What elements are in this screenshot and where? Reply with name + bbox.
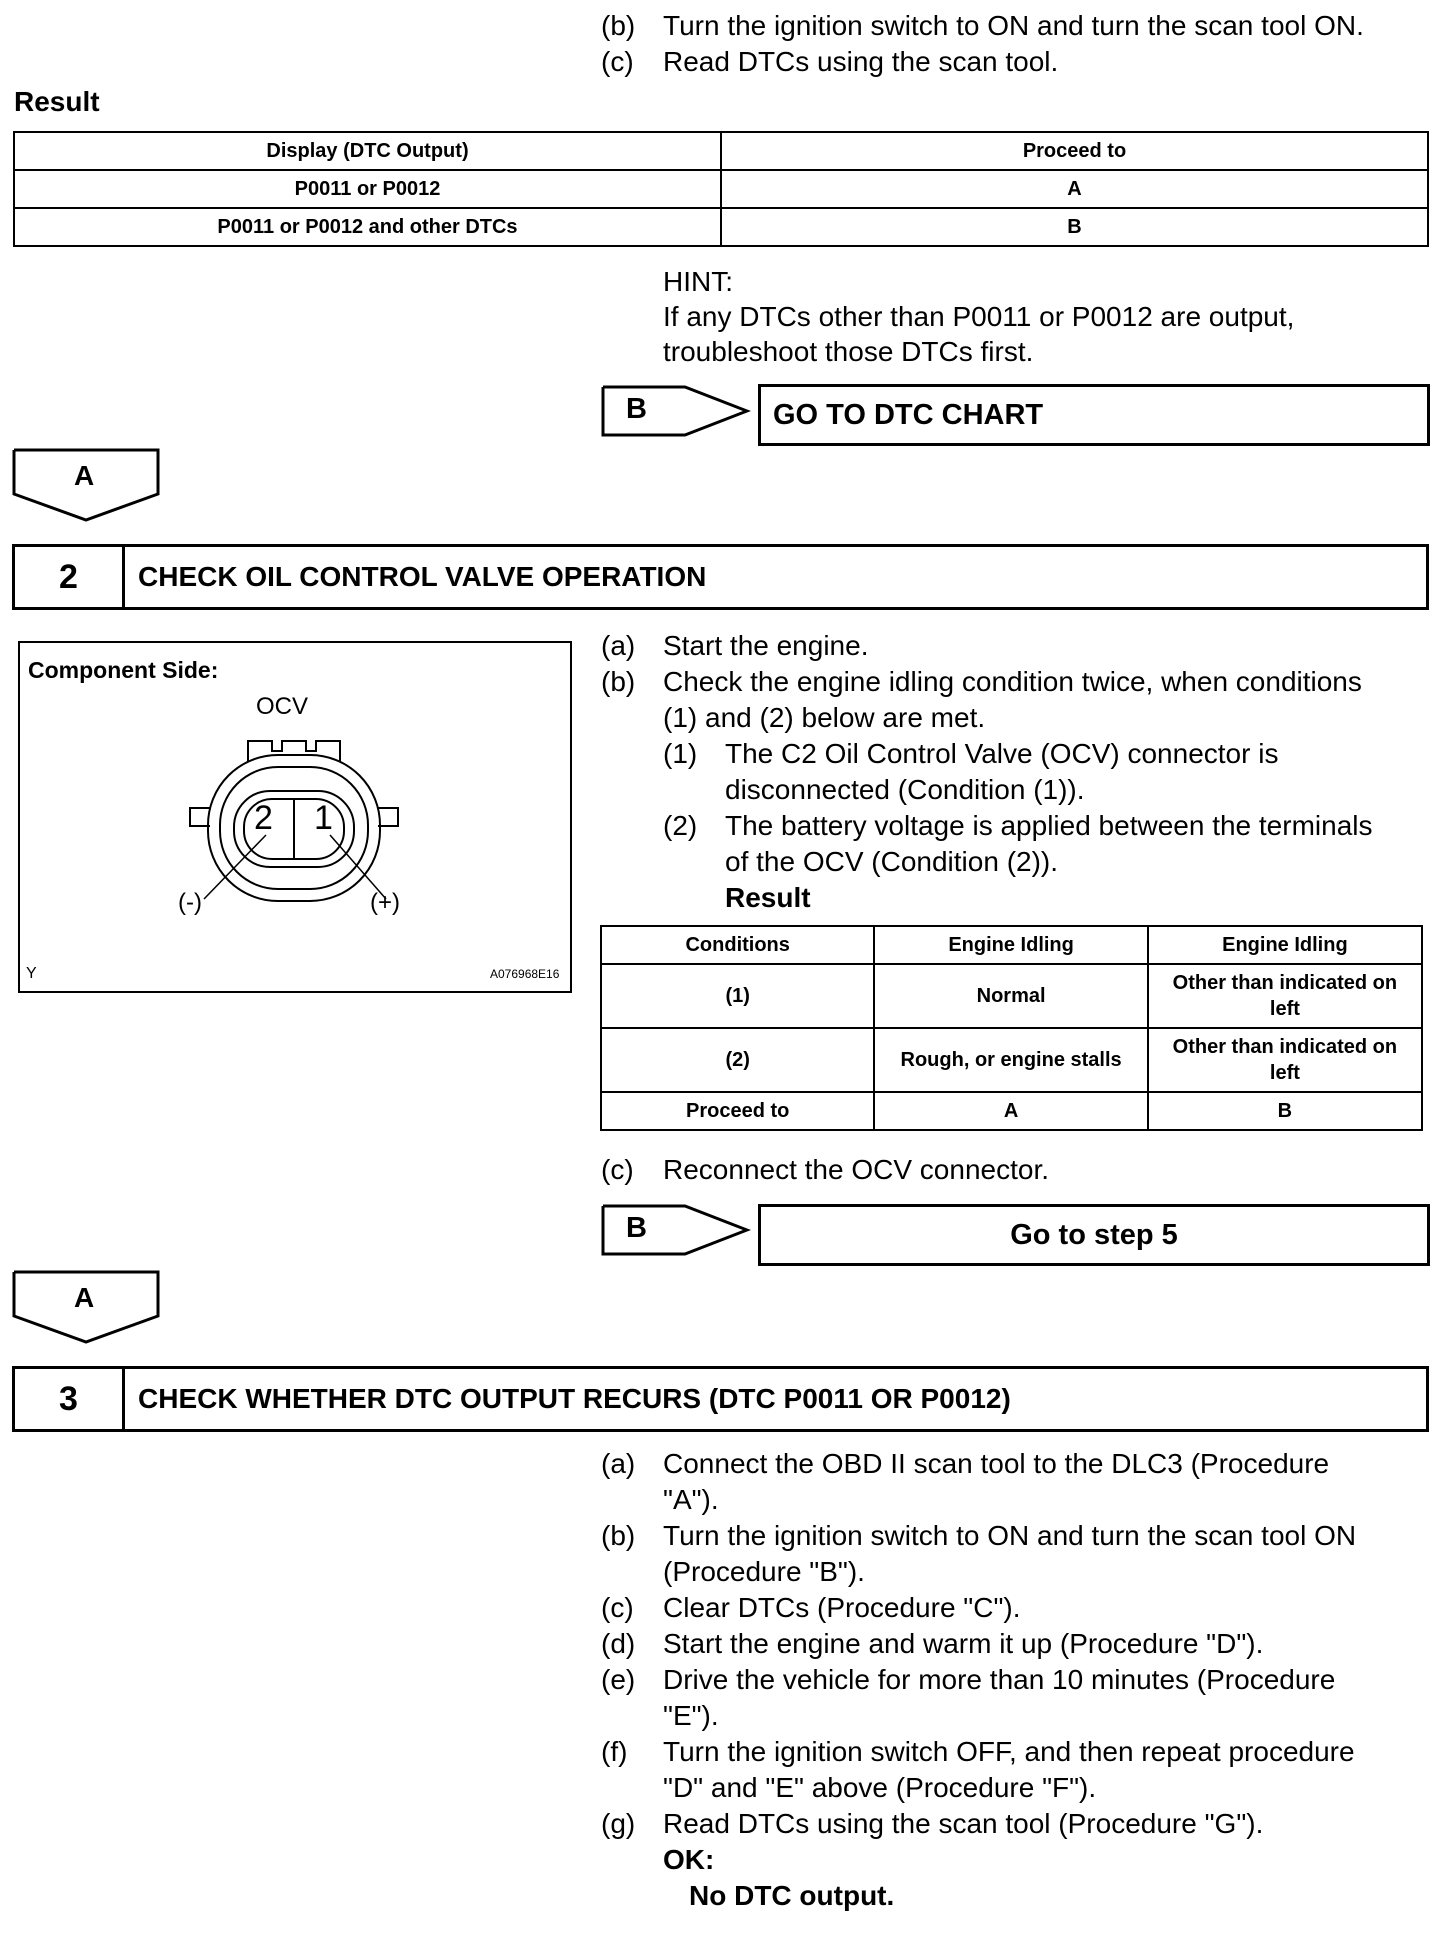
ok-label: OK:: [663, 1844, 715, 1875]
go-to-dtc-chart-box: [758, 384, 1430, 446]
result-label: Result: [725, 882, 811, 913]
step-text: Drive the vehicle for more than 10 minutes (Procedure: [663, 1664, 1336, 1695]
section-number: 2: [15, 547, 125, 607]
step-text: Turn the ignition switch to ON and turn the scan tool ON: [663, 1520, 1357, 1551]
cell-line: left: [1269, 998, 1300, 1020]
step-label: (c): [601, 1154, 634, 1185]
step-label: (a): [601, 630, 636, 661]
table-header: Engine Idling: [874, 926, 1147, 964]
step-label: (a): [601, 1448, 636, 1479]
branch-b-arrow: [601, 1204, 751, 1256]
table-cell: Normal: [874, 964, 1147, 1028]
cell-line: left: [1269, 1062, 1300, 1084]
step-text: Connect the OBD II scan tool to the DLC3 (Procedure: [663, 1448, 1330, 1479]
ocv-connector-icon: [20, 643, 570, 991]
section-title: CHECK OIL CONTROL VALVE OPERATION: [138, 561, 707, 592]
step-text: Turn the ignition switch OFF, and then repeat procedure: [663, 1736, 1355, 1767]
pin-2-label: 2: [254, 799, 273, 837]
figure-part-label: OCV: [256, 693, 309, 720]
section-3-header: [12, 1366, 1429, 1432]
branch-letter: A: [74, 460, 95, 491]
branch-target: GO TO DTC CHART: [773, 398, 1044, 431]
figure-corner-label: Y: [26, 965, 37, 982]
branch-letter: B: [626, 1212, 647, 1244]
table-cell: P0011 or P0012: [14, 170, 721, 208]
table-cell: B: [1148, 1092, 1422, 1130]
step-text: Start the engine and warm it up (Procedure "D").: [663, 1628, 1264, 1659]
arrow-right-icon: [601, 385, 751, 437]
table-row: [601, 964, 1422, 1028]
step-label: (e): [601, 1664, 636, 1695]
step-label: (c): [601, 1592, 634, 1623]
step-label: (b): [601, 666, 636, 697]
table-header: Proceed to: [721, 132, 1428, 170]
table-row: [601, 1028, 1422, 1092]
table-row: [14, 208, 1428, 246]
table-cell: Proceed to: [601, 1092, 874, 1130]
table-cell: (2): [601, 1028, 874, 1092]
hint-line: If any DTCs other than P0011 or P0012 are output,: [663, 301, 1295, 332]
step-text: Reconnect the OCV connector.: [663, 1154, 1049, 1185]
table-cell: B: [721, 208, 1428, 246]
step-text-cont: disconnected (Condition (1)).: [725, 774, 1085, 805]
table-header-row: [14, 132, 1428, 170]
step-text: Turn the ignition switch to ON and turn the scan tool ON.: [663, 10, 1364, 41]
hint-title: HINT:: [663, 266, 733, 297]
section-title: CHECK WHETHER DTC OUTPUT RECURS (DTC P0011 OR P0012): [138, 1383, 1011, 1414]
branch-b-arrow: [601, 385, 751, 437]
step-text: Read DTCs using the scan tool (Procedure "G").: [663, 1808, 1264, 1839]
hint-line: troubleshoot those DTCs first.: [663, 336, 1034, 367]
negative-terminal-label: (-): [178, 889, 202, 916]
go-to-step-5-box: [758, 1204, 1430, 1266]
figure-code: A076968E16: [490, 967, 560, 981]
table-header: Display (DTC Output): [14, 132, 721, 170]
table-cell: [1148, 964, 1422, 1028]
table-cell: A: [874, 1092, 1147, 1130]
table-header-row: [601, 926, 1422, 964]
table-cell: Rough, or engine stalls: [874, 1028, 1147, 1092]
step-label: (b): [601, 10, 636, 41]
branch-letter: B: [626, 393, 647, 425]
table-header: Engine Idling: [1148, 926, 1422, 964]
step-label: (2): [663, 810, 698, 841]
table-cell: A: [721, 170, 1428, 208]
step-text-cont: "A").: [663, 1484, 719, 1515]
step-text-cont: "E").: [663, 1700, 719, 1731]
step-text: Read DTCs using the scan tool.: [663, 46, 1059, 77]
step-label: (1): [663, 738, 698, 769]
step-text: Clear DTCs (Procedure "C").: [663, 1592, 1021, 1623]
result-heading: Result: [14, 86, 100, 117]
ok-text: No DTC output.: [689, 1880, 895, 1911]
table-cell: P0011 or P0012 and other DTCs: [14, 208, 721, 246]
step-label: (c): [601, 46, 634, 77]
table-row: [14, 170, 1428, 208]
figure-heading: Component Side:: [28, 657, 219, 683]
branch-a-arrow: [12, 448, 160, 522]
arrow-right-icon: [601, 1204, 751, 1256]
step-text: The C2 Oil Control Valve (OCV) connector is: [725, 738, 1279, 769]
positive-terminal-label: (+): [370, 889, 400, 916]
branch-target: Go to step 5: [1010, 1218, 1178, 1251]
step-label: (d): [601, 1628, 636, 1659]
step-label: (b): [601, 1520, 636, 1551]
cell-line: Other than indicated on: [1172, 1036, 1398, 1058]
step-text: The battery voltage is applied between the terminals: [725, 810, 1373, 841]
pin-1-label: 1: [314, 799, 333, 837]
step-text: Check the engine idling condition twice, when conditions: [663, 666, 1362, 697]
section-number: 3: [15, 1369, 125, 1429]
branch-a-arrow: [12, 1270, 160, 1344]
step-text-cont: of the OCV (Condition (2)).: [725, 846, 1059, 877]
step-text-cont: (1) and (2) below are met.: [663, 702, 986, 733]
table-cell: [1148, 1028, 1422, 1092]
cell-line: Other than indicated on: [1172, 972, 1398, 994]
step-text-cont: "D" and "E" above (Procedure "F").: [663, 1772, 1097, 1803]
branch-letter: A: [74, 1282, 95, 1313]
step-text: Start the engine.: [663, 630, 869, 661]
conditions-table: [600, 925, 1423, 1131]
step-text-cont: (Procedure "B").: [663, 1556, 865, 1587]
step-label: (g): [601, 1808, 636, 1839]
table-cell: (1): [601, 964, 874, 1028]
table-header: Conditions: [601, 926, 874, 964]
section-2-header: [12, 544, 1429, 610]
table-footer-row: [601, 1092, 1422, 1130]
dtc-result-table: [13, 131, 1429, 247]
connector-figure: [18, 641, 572, 993]
step-label: (f): [601, 1736, 628, 1767]
